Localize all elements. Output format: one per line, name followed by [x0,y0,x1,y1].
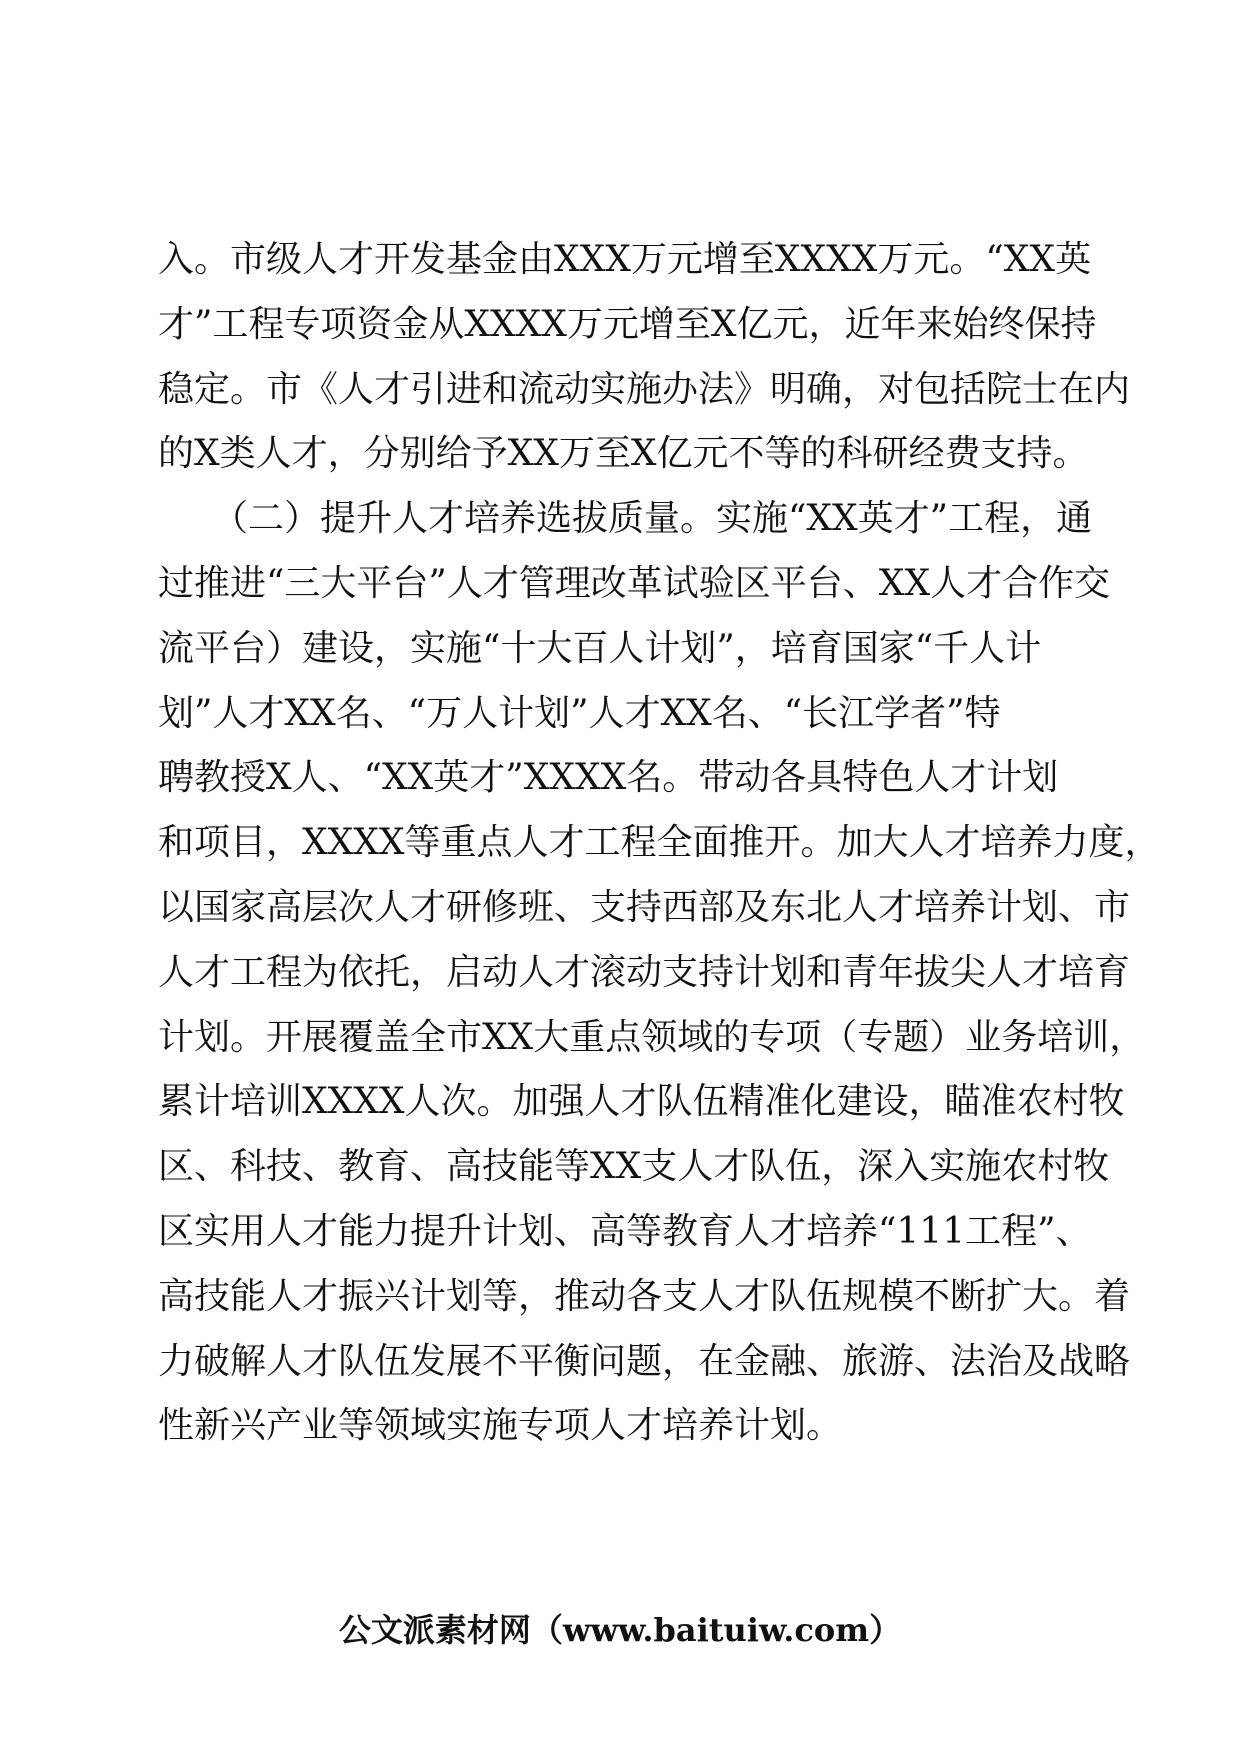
text-line: 人才工程为依托，启动人才滚动支持计划和青年拔尖人才培育 [158,951,1131,993]
text-line: 的X类人才，分别给予XX万至X亿元不等的科研经费支持。 [158,433,1089,475]
text-line: 以国家高层次人才研修班、支持西部及东北人才培养计划、市 [158,886,1131,928]
text-line: 高技能人才振兴计划等，推动各支人才队伍规模不断扩大。着 [158,1275,1131,1317]
text-line: 计划。开展覆盖全市XX大重点领域的专项（专题）业务培训， [158,1016,1146,1058]
text-line: 力破解人才队伍发展不平衡问题，在金融、旅游、法治及战略 [158,1340,1131,1382]
text-line: 入。市级人才开发基金由XXX万元增至XXXX万元。“XX英 [158,239,1092,280]
text-line: 才”工程专项资金从XXXX万元增至X亿元，近年来始终保持 [158,303,1097,345]
text-line: 流平台）建设，实施“十大百人计划”，培育国家“千人计 [158,627,1042,669]
text-line: 稳定。市《人才引进和流动实施办法》明确，对包括院士在内 [158,368,1131,410]
footer-source: 公文派素材网（www.baituiw.com） [338,1611,902,1649]
text-line: 累计培训XXXX人次。加强人才队伍精准化建设，瞄准农村牧 [158,1081,1125,1123]
text-line: 性新兴产业等领域实施专项人才培养计划。 [158,1405,843,1447]
body-text [158,228,1161,1459]
text-line: 过推进“三大平台”人才管理改革试验区平台、XX人才合作交 [158,562,1111,604]
text-line: 聘教授X人、“XX英才”XXXX名。带动各具特色人才计划 [158,757,1059,799]
text-line: 区、科技、教育、高技能等XX支人才队伍，深入实施农村牧 [158,1146,1110,1188]
text-line: （二）提升人才培养选拔质量。实施“XX英才”工程，通 [158,498,1093,540]
text-line: 和项目，XXXX等重点人才工程全面推开。加大人才培养力度， [158,822,1161,864]
text-line: 区实用人才能力提升计划、高等教育人才培养“111工程”、 [158,1210,1092,1252]
text-line: 划”人才XX名、“万人计划”人才XX名、“长江学者”特 [158,692,1001,734]
